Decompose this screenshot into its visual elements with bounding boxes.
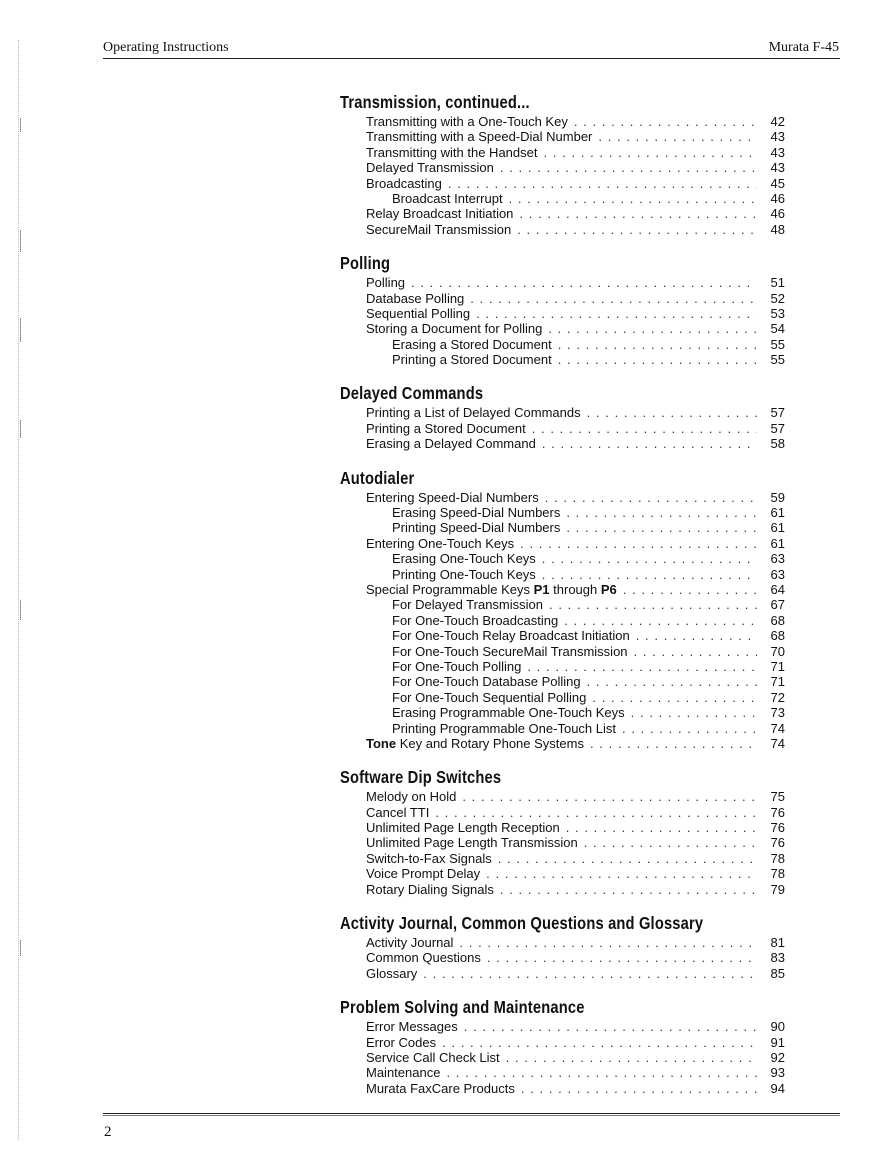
- dot-leader: [558, 352, 757, 367]
- scan-mark: [20, 940, 21, 956]
- toc-entry: [340, 176, 785, 191]
- toc-entry-title: Cancel TTI: [366, 804, 430, 820]
- dot-leader: [500, 160, 757, 175]
- toc-entry: [340, 275, 785, 290]
- toc-entry: [340, 950, 785, 965]
- dot-leader: [566, 820, 757, 835]
- dot-leader: [598, 129, 757, 144]
- toc-entry-title: Transmitting with a Speed-Dial Number: [366, 129, 593, 145]
- dot-leader: [636, 628, 757, 643]
- dot-leader: [543, 145, 757, 160]
- toc-entry: [340, 659, 785, 674]
- dot-leader: [587, 674, 757, 689]
- toc-entry: [340, 882, 785, 897]
- toc-entry-page: 92: [770, 1049, 785, 1065]
- toc-entry: [340, 337, 785, 352]
- toc-entry: [340, 789, 785, 804]
- toc-entry: [340, 820, 785, 835]
- dot-leader: [623, 582, 757, 597]
- toc-entry-page: 70: [770, 643, 785, 659]
- toc-entry: [340, 866, 785, 881]
- toc-entry-page: 54: [770, 321, 785, 337]
- dot-leader: [423, 966, 757, 981]
- dot-leader: [435, 805, 757, 820]
- dot-leader: [517, 222, 757, 237]
- toc-entry-bold-term: Tone: [366, 735, 397, 751]
- section-heading: Transmission, continued...: [340, 92, 530, 112]
- toc-entry: [340, 582, 785, 597]
- toc-entry: [340, 352, 785, 367]
- toc-entry-title: Common Questions: [366, 950, 481, 966]
- toc-entry-page: 55: [770, 336, 785, 352]
- toc-entry-title: Polling: [366, 275, 406, 291]
- toc-entry-page: 43: [770, 144, 785, 160]
- toc-entry-text-part: Key and Rotary Phone Systems: [396, 735, 584, 751]
- section-heading: Autodialer: [340, 467, 415, 488]
- toc-entry-title: [366, 736, 584, 751]
- toc-entry: [340, 490, 785, 505]
- toc-entry-bold-term: P1: [533, 581, 550, 597]
- toc-entry-page: 72: [770, 689, 785, 705]
- dot-leader: [446, 1065, 757, 1080]
- dot-leader: [486, 866, 757, 881]
- toc-entry-text-part: Special Programmable Keys: [366, 581, 534, 597]
- dot-leader: [519, 206, 757, 221]
- toc-entry: [340, 1019, 785, 1034]
- scan-mark: [20, 230, 21, 252]
- toc-entry-title: Melody on Hold: [366, 789, 457, 805]
- toc-entry-title: Erasing Speed-Dial Numbers: [392, 505, 561, 521]
- toc-entry-title: For One-Touch Database Polling: [392, 674, 581, 690]
- toc-entry-title: Printing a List of Delayed Commands: [366, 405, 581, 421]
- toc-entry-title: Service Call Check List: [366, 1049, 500, 1065]
- toc-entry-title: Error Messages: [366, 1019, 458, 1035]
- toc-entry: [340, 321, 785, 336]
- section-heading: Software Dip Switches: [340, 767, 502, 788]
- dot-leader: [448, 176, 757, 191]
- section-gap: [340, 452, 785, 468]
- toc-entry: [340, 145, 785, 160]
- toc-entry: [340, 129, 785, 144]
- toc-entry-title: For Delayed Transmission: [392, 597, 543, 613]
- dot-leader: [506, 1050, 757, 1065]
- dot-leader: [574, 114, 757, 129]
- toc-section: [340, 253, 785, 367]
- toc-entry-title: Broadcasting: [366, 175, 442, 191]
- toc-entry-title: [366, 582, 617, 597]
- toc-entry: [340, 835, 785, 850]
- dot-leader: [542, 551, 757, 566]
- toc-entry-page: 61: [770, 505, 785, 521]
- scan-mark: [20, 318, 21, 342]
- toc-entry-page: 81: [770, 935, 785, 951]
- toc-entry-page: 61: [770, 520, 785, 536]
- toc-entry-title: For One-Touch Relay Broadcast Initiation: [392, 628, 630, 644]
- toc-entry-title: Entering Speed-Dial Numbers: [366, 489, 539, 505]
- toc-entry: [340, 1081, 785, 1096]
- toc-entry-title: Relay Broadcast Initiation: [366, 206, 514, 222]
- toc-entry-page: 75: [770, 789, 785, 805]
- toc-entry-title: Erasing a Delayed Command: [366, 436, 536, 452]
- toc-entry: [340, 628, 785, 643]
- toc-entry: [340, 613, 785, 628]
- toc-entry-bold-term: P6: [600, 581, 617, 597]
- toc-entry-page: 52: [770, 290, 785, 306]
- dot-leader: [548, 321, 757, 336]
- toc-entry-page: 42: [770, 114, 785, 129]
- section-gap: [340, 897, 785, 913]
- toc-entry: [340, 191, 785, 206]
- toc-entry-title: For One-Touch Sequential Polling: [392, 689, 587, 705]
- toc-entry-title: Activity Journal: [366, 935, 454, 951]
- toc-entry: [340, 306, 785, 321]
- toc-entry-title: Broadcast Interrupt: [392, 190, 503, 206]
- dot-leader: [527, 659, 757, 674]
- toc-entry-title: Storing a Document for Polling: [366, 321, 543, 337]
- toc-entry-page: 71: [770, 658, 785, 674]
- toc-entry-page: 57: [770, 420, 785, 436]
- toc-entry-page: 85: [770, 965, 785, 981]
- toc-entry: [340, 805, 785, 820]
- toc-entry-page: 76: [770, 835, 785, 851]
- toc-entry-title: Maintenance: [366, 1065, 441, 1081]
- dot-leader: [509, 191, 757, 206]
- scan-margin-line: [18, 40, 19, 1140]
- section-gap: [340, 981, 785, 997]
- toc-section: [340, 913, 785, 981]
- running-header-left: Operating Instructions: [103, 40, 229, 55]
- toc-entry-title: Entering One-Touch Keys: [366, 535, 515, 551]
- toc-entry-title: Database Polling: [366, 290, 465, 306]
- toc-entry: [340, 567, 785, 582]
- toc-entry: [340, 851, 785, 866]
- toc-entry-page: 94: [770, 1080, 785, 1096]
- dot-leader: [566, 505, 757, 520]
- toc-entry: [340, 505, 785, 520]
- dot-leader: [622, 721, 757, 736]
- toc-entry-page: 64: [770, 581, 785, 597]
- dot-leader: [584, 835, 757, 850]
- toc-entry-page: 83: [770, 950, 785, 966]
- running-header-right: Murata F-45: [768, 40, 839, 55]
- toc-entry: [340, 1035, 785, 1050]
- toc-entry-title: For One-Touch Broadcasting: [392, 612, 559, 628]
- toc-entry-title: Delayed Transmission: [366, 160, 494, 176]
- dot-leader: [498, 851, 757, 866]
- footer-rule-secondary: [103, 1115, 840, 1116]
- section-heading: Problem Solving and Maintenance: [340, 997, 585, 1018]
- toc-entry-page: 45: [770, 175, 785, 191]
- toc-entry-title: For One-Touch SecureMail Transmission: [392, 643, 628, 659]
- toc-entry-title: Erasing One-Touch Keys: [392, 551, 536, 567]
- toc-entry-title: Printing a Stored Document: [366, 420, 526, 436]
- toc-section: [340, 997, 785, 1096]
- toc-entry-title: Erasing a Stored Document: [392, 336, 552, 352]
- dot-leader: [542, 436, 757, 451]
- toc-entry: [340, 1065, 785, 1080]
- toc-entry-title: SecureMail Transmission: [366, 221, 512, 237]
- dot-leader: [442, 1035, 757, 1050]
- dot-leader: [549, 597, 757, 612]
- section-gap: [340, 237, 785, 253]
- toc-entry-title: Glossary: [366, 965, 418, 981]
- dot-leader: [521, 1081, 757, 1096]
- scan-mark: [20, 420, 21, 438]
- dot-leader: [520, 536, 757, 551]
- header-rule: [103, 58, 840, 59]
- toc-entry-title: For One-Touch Polling: [392, 658, 522, 674]
- toc-entry: [340, 935, 785, 950]
- toc-entry: [340, 291, 785, 306]
- section-heading: Activity Journal, Common Questions and Glossary: [340, 913, 704, 934]
- toc-section: [340, 92, 785, 237]
- toc-entry: [340, 551, 785, 566]
- toc-entry: [340, 536, 785, 551]
- toc-entry-page: 67: [770, 597, 785, 613]
- section-heading: Delayed Commands: [340, 383, 484, 404]
- toc-entry-page: 63: [770, 566, 785, 582]
- dot-leader: [487, 950, 757, 965]
- dot-leader: [545, 490, 757, 505]
- toc-entry: [340, 690, 785, 705]
- toc-entry: [340, 674, 785, 689]
- dot-leader: [634, 644, 757, 659]
- dot-leader: [459, 935, 757, 950]
- dot-leader: [411, 275, 757, 290]
- toc-entry-title: Switch-to-Fax Signals: [366, 850, 492, 866]
- toc-entry-page: 91: [770, 1034, 785, 1050]
- toc-entry: [340, 222, 785, 237]
- toc-entry: [340, 705, 785, 720]
- toc-section: [340, 767, 785, 897]
- toc-entry: [340, 405, 785, 420]
- toc-entry-page: 43: [770, 129, 785, 145]
- toc-entry-page: 43: [770, 160, 785, 176]
- toc-entry-page: 68: [770, 612, 785, 628]
- dot-leader: [564, 613, 757, 628]
- toc-entry: [340, 736, 785, 751]
- toc-entry: [340, 436, 785, 451]
- dot-leader: [532, 421, 757, 436]
- toc-entry-title: Printing Speed-Dial Numbers: [392, 520, 561, 536]
- toc-entry-page: 58: [770, 436, 785, 452]
- toc-entry: [340, 597, 785, 612]
- toc-entry-title: Printing Programmable One-Touch List: [392, 720, 616, 736]
- toc-entry-page: 46: [770, 190, 785, 206]
- dot-leader: [592, 690, 757, 705]
- toc-entry-page: 53: [770, 305, 785, 321]
- toc-entry: [340, 520, 785, 535]
- dot-leader: [462, 789, 757, 804]
- toc-entry-page: 59: [770, 489, 785, 505]
- toc-entry: [340, 966, 785, 981]
- toc-entry-title: Sequential Polling: [366, 305, 471, 321]
- toc-entry-page: 76: [770, 804, 785, 820]
- toc-entry: [340, 644, 785, 659]
- dot-leader: [500, 882, 757, 897]
- toc-entry-page: 74: [770, 735, 785, 751]
- toc-entry-title: Erasing Programmable One-Touch Keys: [392, 705, 625, 721]
- toc-entry-page: 51: [770, 275, 785, 291]
- toc-entry-page: 68: [770, 628, 785, 644]
- toc-entry-page: 48: [770, 221, 785, 237]
- section-heading: Polling: [340, 253, 391, 274]
- table-of-contents: [340, 92, 785, 1096]
- toc-entry-page: 57: [770, 405, 785, 421]
- scan-mark: [20, 118, 21, 132]
- toc-entry: [340, 421, 785, 436]
- section-gap: [340, 751, 785, 767]
- toc-entry-title: Printing a Stored Document: [392, 352, 552, 368]
- dot-leader: [542, 567, 757, 582]
- toc-entry-title: Voice Prompt Delay: [366, 866, 481, 882]
- dot-leader: [476, 306, 757, 321]
- dot-leader: [558, 337, 757, 352]
- section-gap: [340, 367, 785, 383]
- toc-entry-page: 46: [770, 206, 785, 222]
- toc-entry-page: 78: [770, 866, 785, 882]
- toc-entry-page: 93: [770, 1065, 785, 1081]
- toc-entry: [340, 206, 785, 221]
- toc-entry: [340, 1050, 785, 1065]
- scan-mark: [20, 600, 21, 620]
- toc-entry-page: 76: [770, 820, 785, 836]
- toc-entry-page: 90: [770, 1019, 785, 1035]
- toc-entry-page: 63: [770, 551, 785, 567]
- toc-entry-title: Murata FaxCare Products: [366, 1080, 515, 1096]
- toc-entry-page: 78: [770, 850, 785, 866]
- page-number: 2: [104, 1124, 112, 1140]
- toc-entry-page: 79: [770, 881, 785, 897]
- toc-entry-title: Unlimited Page Length Reception: [366, 820, 560, 836]
- toc-entry-title: Printing One-Touch Keys: [392, 566, 536, 582]
- toc-entry-page: 73: [770, 705, 785, 721]
- toc-entry: [340, 114, 785, 129]
- toc-entry-title: Error Codes: [366, 1034, 437, 1050]
- toc-entry-title: Transmitting with a One-Touch Key: [366, 114, 568, 129]
- toc-entry-page: 74: [770, 720, 785, 736]
- toc-entry-title: Transmitting with the Handset: [366, 144, 538, 160]
- toc-entry: [340, 160, 785, 175]
- dot-leader: [566, 520, 757, 535]
- toc-entry-page: 61: [770, 535, 785, 551]
- toc-section: [340, 468, 785, 752]
- dot-leader: [631, 705, 757, 720]
- toc-entry: [340, 721, 785, 736]
- toc-section: [340, 383, 785, 451]
- toc-entry-title: Rotary Dialing Signals: [366, 881, 494, 897]
- dot-leader: [464, 1019, 757, 1034]
- dot-leader: [587, 405, 757, 420]
- dot-leader: [590, 736, 757, 751]
- footer-rule: [103, 1113, 840, 1114]
- toc-entry-text-part: through: [549, 581, 601, 597]
- dot-leader: [470, 291, 757, 306]
- toc-entry-title: Unlimited Page Length Transmission: [366, 835, 578, 851]
- toc-entry-page: 71: [770, 674, 785, 690]
- toc-entry-page: 55: [770, 352, 785, 368]
